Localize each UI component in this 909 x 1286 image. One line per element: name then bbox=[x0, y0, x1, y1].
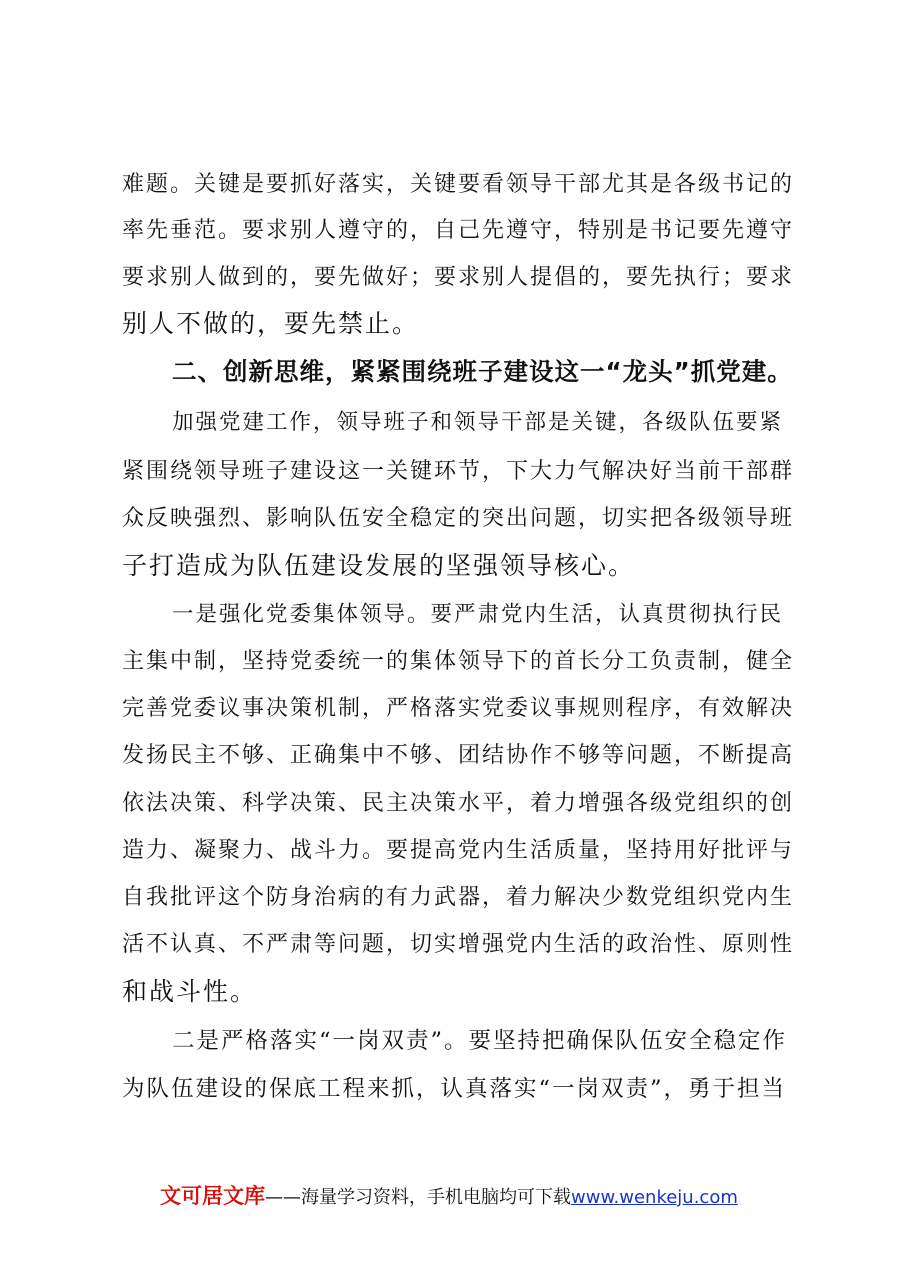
paragraph-line: 依法决策、科学决策、民主决策水平，着力增强各级党组织的创 bbox=[122, 791, 795, 816]
paragraph-line: 一是强化党委集体领导。要严肃党内生活，认真贯彻执行民 bbox=[172, 602, 784, 627]
paragraph-line: 众反映强烈、影响队伍安全稳定的突出问题，切实把各级领导班 bbox=[122, 506, 795, 531]
paragraph-line: 要求别人做到的，要先做好；要求别人提倡的，要先执行；要求 bbox=[122, 265, 795, 290]
paragraph-line: 二是严格落实“一岗双责”。要坚持把确保队伍安全稳定作 bbox=[172, 1028, 788, 1054]
paragraph-line: 自我批评这个防身治病的有力武器，着力解决少数党组织党内生 bbox=[122, 885, 795, 910]
paragraph-line: 加强党建工作，领导班子和领导干部是关键，各级队伍要紧 bbox=[172, 410, 784, 435]
paragraph-line: 造力、凝聚力、战斗力。要提高党内生活质量，坚持用好批评与 bbox=[122, 838, 795, 863]
footer-tagline: ——海量学习资料，手机电脑均可下载 bbox=[265, 1187, 571, 1208]
paragraph-line: 活不认真、不严肃等问题，切实增强党内生活的政治性、原则性 bbox=[122, 932, 795, 957]
paragraph-line: 和战斗性。 bbox=[122, 977, 258, 1006]
paragraph-line: 率先垂范。要求别人遵守的，自己先遵守，特别是书记要先遵守 bbox=[122, 218, 795, 243]
paragraph-line: 子打造成为队伍建设发展的坚强领导核心。 bbox=[122, 551, 636, 580]
paragraph-line: 完善党委议事决策机制，严格落实党委议事规则程序，有效解决 bbox=[122, 696, 795, 721]
paragraph-line: 难题。关键是要抓好落实，关键要看领导干部尤其是各级书记的 bbox=[122, 172, 795, 197]
paragraph-line: 紧围绕领导班子建设这一关键环节，下大力气解决好当前干部群 bbox=[122, 459, 795, 484]
paragraph-line: 为队伍建设的保底工程来抓，认真落实“一岗双责”，勇于担当 bbox=[122, 1076, 787, 1102]
paragraph-line: 主集中制，坚持党委统一的集体领导下的首长分工负责制，健全 bbox=[122, 649, 795, 674]
paragraph-line: 发扬民主不够、正确集中不够、团结协作不够等问题，不断提高 bbox=[122, 743, 795, 768]
section-heading: 二、创新思维，紧紧围绕班子建设这一“龙头”抓党建。 bbox=[172, 357, 793, 386]
footer-website-link[interactable]: www.wenkeju.com bbox=[571, 1187, 738, 1208]
footer-brand: 文可居文库 bbox=[160, 1184, 265, 1208]
paragraph-line: 别人不做的，要先禁止。 bbox=[122, 309, 420, 338]
footer-banner bbox=[160, 1183, 738, 1211]
